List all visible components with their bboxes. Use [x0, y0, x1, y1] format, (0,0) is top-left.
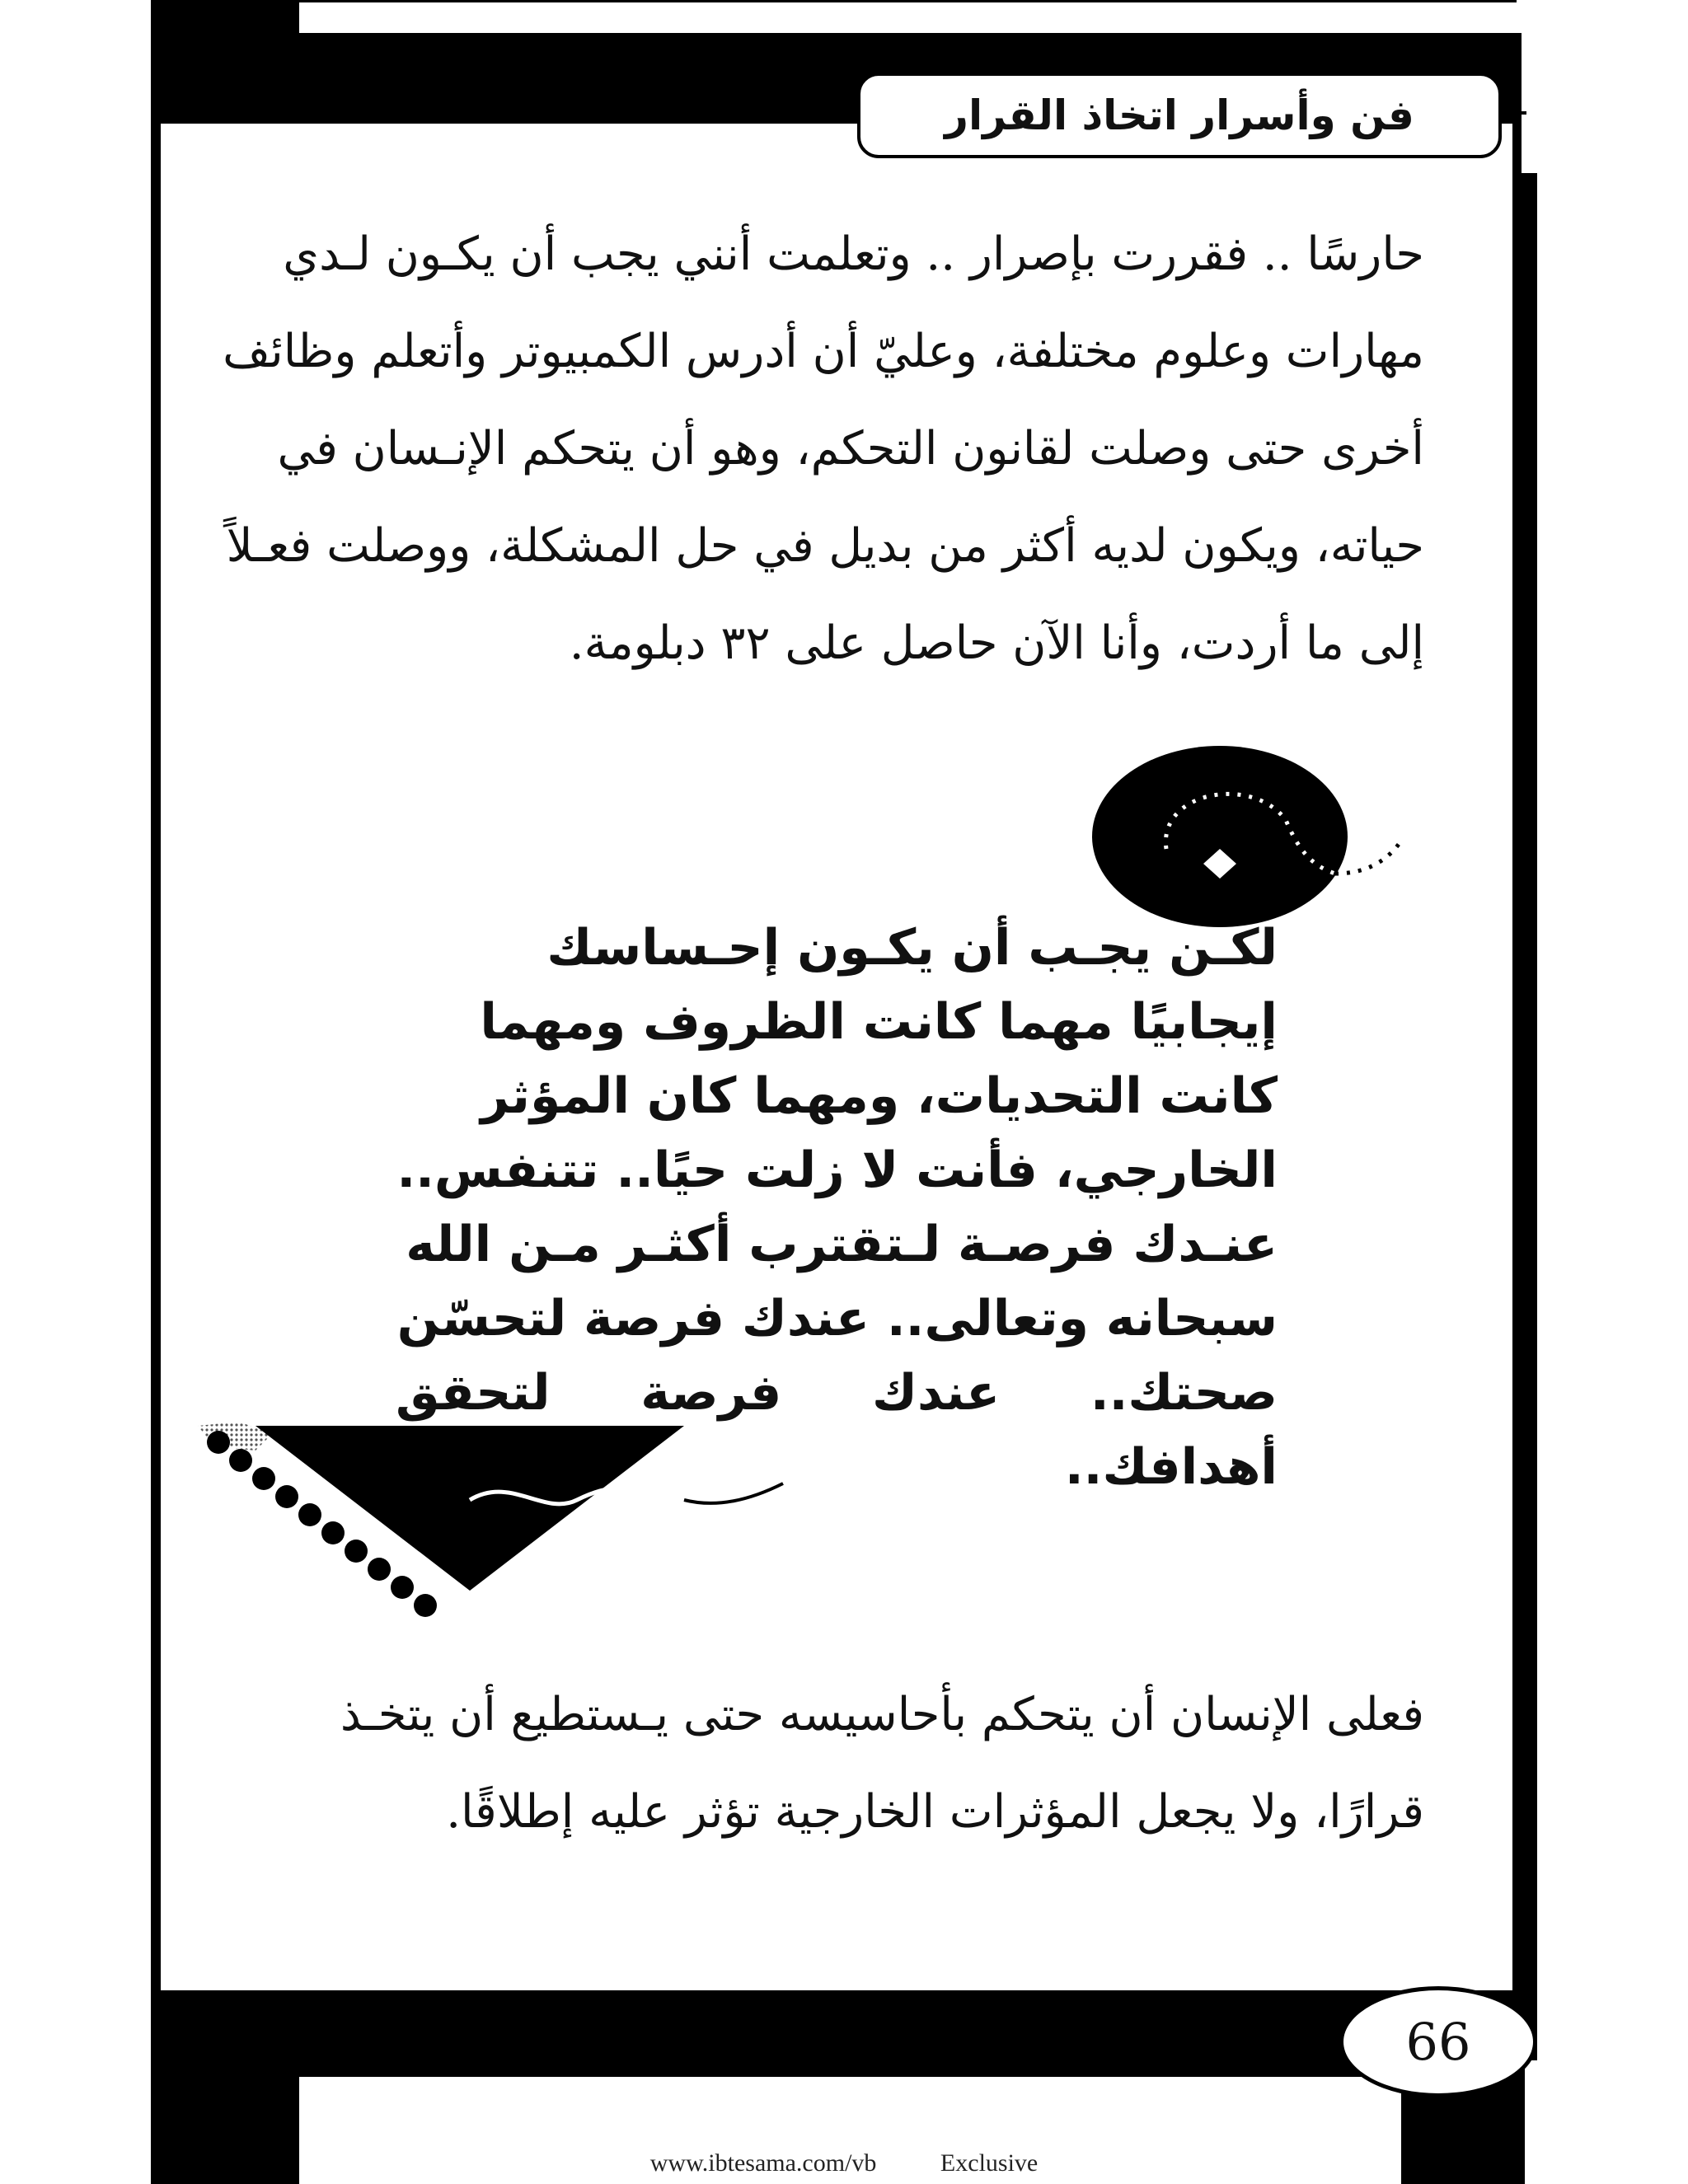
paragraph-1-line: حياته، ويكون لديه أكثر من بديل في حل المشكلة، ووصلت فعـلاً — [226, 519, 1424, 573]
top-border-line — [297, 0, 1517, 2]
paragraph-1-line: أخرى حتى وصلت لقانون التحكم، وهو أن يتحكم الإنـسان في — [277, 422, 1424, 476]
quote-line: صحتك.. عندك فرصة لتحقق أهدافك.. — [396, 1364, 1278, 1496]
footer-label: Exclusive — [940, 2149, 1039, 2177]
quote-line: عنـدك فرصـة لـتقترب أكثـر مـن الله — [406, 1216, 1278, 1273]
circle-ornament-icon — [1088, 742, 1434, 931]
frame-corner-block — [151, 33, 526, 128]
book-title: فن وأسرار اتخاذ القرار — [857, 73, 1502, 158]
highlight-quote — [396, 911, 1278, 1504]
paragraph-2 — [221, 1666, 1424, 1861]
paragraph-2-line: فعلى الإنسان أن يتحكم بأحاسيسه حتى يـستطيع أن يتخـذ — [340, 1688, 1424, 1741]
quote-line: لكـن يجـب أن يكـون إحـساسك — [546, 919, 1278, 977]
page-bottom-rule — [161, 2042, 1339, 2046]
quote-line: سبحانه وتعالى.. عندك فرصة لتحسّن — [396, 1290, 1278, 1347]
paragraph-2-line: قرارًا، ولا يجعل المؤثرات الخارجية تؤثر عليه إطلاقًا. — [446, 1785, 1424, 1839]
paragraph-1-line: إلى ما أردت، وأنا الآن حاصل على ٣٢ دبلومة. — [569, 616, 1424, 670]
paragraph-1-line: مهارات وعلوم مختلفة، وعليّ أن أدرس الكمبيوتر وأتعلم وظائف — [223, 325, 1424, 378]
footer-url[interactable]: www.ibtesama.com/vb — [649, 2149, 877, 2177]
paragraph-1 — [221, 206, 1424, 692]
frame-top-strip — [151, 0, 299, 37]
quote-line: كانت التحديات، ومهما كان المؤثر — [481, 1067, 1278, 1125]
paragraph-1-line: حارسًا .. فقررت بإصرار .. وتعلمت أنني يجب أن يكـون لـدي — [283, 227, 1424, 281]
triangle-ornament-icon — [190, 1418, 799, 1624]
header-rule-right — [1502, 111, 1526, 115]
frame-right-bar — [1512, 173, 1537, 2060]
footer — [0, 2149, 1688, 2177]
page-number: 66 — [1339, 1986, 1537, 2097]
header-rule-left — [511, 111, 857, 115]
quote-line: إيجابيًا مهما كانت الظروف ومهما — [480, 993, 1278, 1051]
quote-line: الخارجي، فأنت لا زلت حيًا.. تتنفس.. — [396, 1141, 1278, 1199]
